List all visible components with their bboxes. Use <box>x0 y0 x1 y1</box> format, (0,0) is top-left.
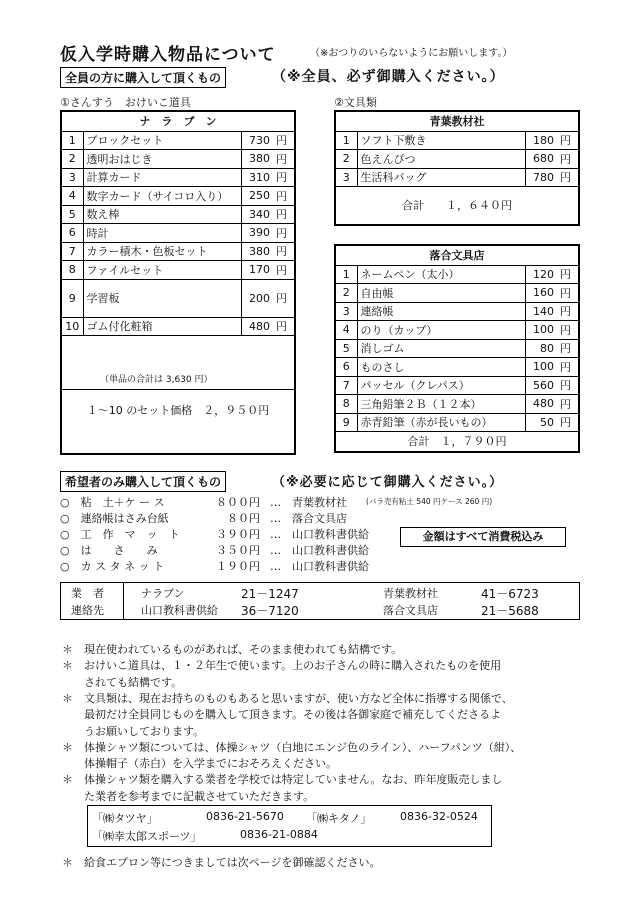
naraban-set-price: １～10 のセット価格 ２，９５０円 <box>61 390 295 454</box>
note-line: うお願いしております。 <box>62 724 205 738</box>
final-note: ＊ 給食エプロン等につきましては次ページを御確認ください。 <box>62 856 381 869</box>
ochiai-header: 落合文具店 <box>335 245 579 265</box>
table-row <box>335 358 579 377</box>
item-unit: 円 <box>273 317 295 336</box>
table-row <box>335 131 579 150</box>
all-section-label: 全員の方に購入して頂くもの <box>60 67 226 88</box>
table-row <box>61 168 295 187</box>
item-number: 2 <box>335 150 357 169</box>
item-number: 2 <box>335 284 357 303</box>
item-price: 250 <box>241 187 273 206</box>
item-name: 生活科バッグ <box>357 168 525 187</box>
item-price: 160 <box>525 284 557 303</box>
contact-name-2: 落合文具店 <box>383 604 438 617</box>
table-row <box>61 242 295 261</box>
item-name: 透明おはじき <box>83 150 241 169</box>
item-price: 380 <box>241 150 273 169</box>
ochiai-total: 合計 １，７９０円 <box>335 432 579 452</box>
item-name: ソフト下敷き <box>357 131 525 150</box>
item-name: ものさし <box>357 358 525 377</box>
contacts-divider <box>123 583 124 619</box>
item-number: 1 <box>61 131 83 150</box>
table-row <box>335 168 579 187</box>
item-name: 色えんぴつ <box>357 150 525 169</box>
hope-item-name: ○ 粘 土＋ケ ー ス <box>60 496 165 509</box>
item-number: 6 <box>61 224 83 243</box>
hope-item-seller: … 山口教科書供給 <box>270 528 369 541</box>
note-line: ＊ 体操シャツ類を購入する業者を学校では特定していません。なお、昨年度販売しまし <box>62 773 503 787</box>
hope-item-name: ○ カ ス タ ネ ッ ト <box>60 560 165 573</box>
table-row <box>61 111 295 131</box>
note-line: ＊ 文具類は、現在お持ちのものもあると思いますが、使い方など全体に指導する関係で、 <box>62 691 513 705</box>
item-number: 1 <box>335 131 357 150</box>
item-name: 数字カード（サイコロ入り） <box>83 187 241 206</box>
item-unit: 円 <box>557 265 579 284</box>
hope-item-price: ３９０円 <box>216 528 260 541</box>
item-price: 480 <box>241 317 273 336</box>
ochiai-table <box>334 244 580 453</box>
table-row <box>335 111 579 131</box>
item-number: 2 <box>61 150 83 169</box>
hope-item-name: ○ 連絡帳はさみ台紙 <box>60 512 169 525</box>
shop-name: 「㈱タツヤ」 <box>92 812 158 825</box>
note-line: 体操帽子（赤白）を入学までにおそろえください。 <box>62 757 337 771</box>
item-price: 380 <box>241 242 273 261</box>
contact-tel-2: 41－6723 <box>481 587 539 601</box>
table-row <box>61 150 295 169</box>
item-unit: 円 <box>273 187 295 206</box>
item-price: 80 <box>525 339 557 358</box>
item-price: 170 <box>241 261 273 280</box>
contact-name-2: 青葉教材社 <box>383 587 438 600</box>
hope-item-name: ○ 工 作 マ ッ ト <box>60 528 180 541</box>
item-name: 赤青鉛筆（赤が長いもの） <box>357 413 525 432</box>
item-price: 310 <box>241 168 273 187</box>
note-line: ＊ おけいこ道具は、１・２年生で使います。上のお子さんの時に購入されたものを使用 <box>62 659 502 673</box>
item-number: 8 <box>61 261 83 280</box>
note-line: た業者を参考までに記載させていただきます。 <box>62 789 315 803</box>
item-price: 340 <box>241 205 273 224</box>
item-unit: 円 <box>557 168 579 187</box>
table-row <box>61 224 295 243</box>
hope-item-price: ３５０円 <box>216 544 260 557</box>
item-price: 730 <box>241 131 273 150</box>
note-line: されても結構です。 <box>62 675 183 689</box>
item-unit: 円 <box>273 261 295 280</box>
item-number: 4 <box>335 321 357 340</box>
aoba-header: 青葉教材社 <box>335 111 579 131</box>
contacts-label-1: 業 者 <box>71 587 104 600</box>
contact-tel: 36－7120 <box>241 604 299 618</box>
item-unit: 円 <box>557 321 579 340</box>
hope-item-name: ○ は さ み <box>60 544 158 557</box>
item-price: 100 <box>525 358 557 377</box>
item-name: ブロックセット <box>83 131 241 150</box>
item-unit: 円 <box>557 284 579 303</box>
item-unit: 円 <box>273 150 295 169</box>
item-name: 学習板 <box>83 279 241 317</box>
note-line: 最初だけ全員同じものを購入して頂きます。その後は各御家庭で補充してくださるよ <box>62 708 502 722</box>
hope-item-seller: … 山口教科書供給 <box>270 560 369 573</box>
item-number: 3 <box>335 168 357 187</box>
contact-tel: 21－1247 <box>241 587 299 601</box>
shop-name-2: 「㈱キタノ」 <box>306 812 372 825</box>
title-note: （※おつりのいらないようにお願いします。） <box>310 48 513 59</box>
item-unit: 円 <box>557 339 579 358</box>
table-row <box>61 279 295 317</box>
item-number: 1 <box>335 265 357 284</box>
table-row <box>335 413 579 432</box>
item-number: 7 <box>61 242 83 261</box>
item-name: 計算カード <box>83 168 241 187</box>
table-row <box>335 187 579 225</box>
contacts-label-2: 連絡先 <box>71 604 104 617</box>
item-name: 時計 <box>83 224 241 243</box>
item-unit: 円 <box>557 150 579 169</box>
item-name: 自由帳 <box>357 284 525 303</box>
item-price: 120 <box>525 265 557 284</box>
table-row <box>61 187 295 206</box>
table-row <box>335 395 579 414</box>
item-unit: 円 <box>557 131 579 150</box>
item-number: 8 <box>335 395 357 414</box>
item-number: 4 <box>61 187 83 206</box>
note-line: ＊ 現在使われているものがあれば、そのまま使われても結構です。 <box>62 643 403 656</box>
shop-tel: 0836-21-5670 <box>206 810 284 823</box>
aoba-total: 合計 １，６４０円 <box>335 187 579 225</box>
item-number: 10 <box>61 317 83 336</box>
item-unit: 円 <box>557 358 579 377</box>
contact-name: ナラブン <box>141 587 185 600</box>
item-name: パッセル（クレパス） <box>357 376 525 395</box>
item-name: カラー積木・色板セット <box>83 242 241 261</box>
item-name: ゴム付化粧箱 <box>83 317 241 336</box>
item-name: 連絡帳 <box>357 302 525 321</box>
table-row <box>335 376 579 395</box>
item-unit: 円 <box>557 376 579 395</box>
item-number: 9 <box>335 413 357 432</box>
item-price: 50 <box>525 413 557 432</box>
item-number: 9 <box>61 279 83 317</box>
naraban-header: ナ ラ ブ ン <box>61 111 295 131</box>
item-unit: 円 <box>273 168 295 187</box>
item-unit: 円 <box>557 395 579 414</box>
item-name: 三角鉛筆２Ｂ（１２本） <box>357 395 525 414</box>
table-row <box>335 245 579 265</box>
item-name: のり（カップ） <box>357 321 525 340</box>
item-unit: 円 <box>557 302 579 321</box>
item-price: 140 <box>525 302 557 321</box>
shop-tel: 0836-21-0884 <box>240 828 318 841</box>
contact-tel-2: 21－5688 <box>481 604 539 618</box>
item-price: 780 <box>525 168 557 187</box>
item-name: 数え棒 <box>83 205 241 224</box>
hope-item-price: ８０円 <box>227 512 260 525</box>
item-price: 180 <box>525 131 557 150</box>
table-row <box>61 336 295 390</box>
hope-item-price: １９０円 <box>216 560 260 573</box>
item-price: 480 <box>525 395 557 414</box>
contacts-box <box>60 582 580 620</box>
sports-shops-box <box>87 805 492 847</box>
hope-section-label: 希望者のみ購入して頂くもの <box>60 471 226 492</box>
table-row <box>61 317 295 336</box>
naraban-table <box>60 110 296 455</box>
item-price: 560 <box>525 376 557 395</box>
table-row <box>335 321 579 340</box>
hope-item-price: ８００円 <box>216 496 260 509</box>
item-price: 390 <box>241 224 273 243</box>
item-unit: 円 <box>557 413 579 432</box>
table-row <box>335 284 579 303</box>
hope-item-seller: … 落合文具店 <box>270 512 347 525</box>
item-price: 680 <box>525 150 557 169</box>
table-row <box>61 131 295 150</box>
table-row <box>335 302 579 321</box>
table-row <box>335 432 579 452</box>
table-row <box>335 339 579 358</box>
shop-tel-2: 0836-32-0524 <box>400 810 478 823</box>
all-section-note: （※全員、必ず御購入ください。） <box>272 69 505 85</box>
table-row <box>61 390 295 454</box>
item-price: 200 <box>241 279 273 317</box>
item-price: 100 <box>525 321 557 340</box>
naraban-subtotal-note: （単品の合計は 3,630 円） <box>61 336 295 390</box>
tax-note: 金額はすべて消費税込み <box>400 527 566 547</box>
item-number: 5 <box>61 205 83 224</box>
aoba-table <box>334 110 580 226</box>
hope-item-extra: (バラ売有粘土 540 円ケース 260 円) <box>366 497 493 506</box>
table-row <box>61 261 295 280</box>
item-unit: 円 <box>273 205 295 224</box>
item-unit: 円 <box>273 242 295 261</box>
table-row <box>335 150 579 169</box>
contact-name: 山口教科書供給 <box>141 604 218 617</box>
subsection-stationery: ②文具類 <box>334 96 377 109</box>
table-row <box>61 205 295 224</box>
item-number: 3 <box>61 168 83 187</box>
page-title: 仮入学時購入物品について <box>60 45 276 65</box>
item-unit: 円 <box>273 131 295 150</box>
item-unit: 円 <box>273 224 295 243</box>
table-row <box>335 265 579 284</box>
item-number: 7 <box>335 376 357 395</box>
item-name: ファイルセット <box>83 261 241 280</box>
item-unit: 円 <box>273 279 295 317</box>
item-name: ネームペン（太小） <box>357 265 525 284</box>
shop-name: 「㈱幸太郎スポーツ」 <box>92 830 202 843</box>
hope-item-seller: … 青葉教材社 <box>270 496 347 509</box>
hope-item-seller: … 山口教科書供給 <box>270 544 369 557</box>
note-line: ＊ 体操シャツ類については、体操シャツ（白地にエンジ色のライン）、ハーフパンツ（紺）、 <box>62 740 522 754</box>
item-number: 3 <box>335 302 357 321</box>
subsection-arithmetic: ①さんすう おけいこ道具 <box>60 96 191 109</box>
item-number: 5 <box>335 339 357 358</box>
hope-section-note: （※必要に応じて御購入ください。） <box>272 475 504 490</box>
item-name: 消しゴム <box>357 339 525 358</box>
item-number: 6 <box>335 358 357 377</box>
